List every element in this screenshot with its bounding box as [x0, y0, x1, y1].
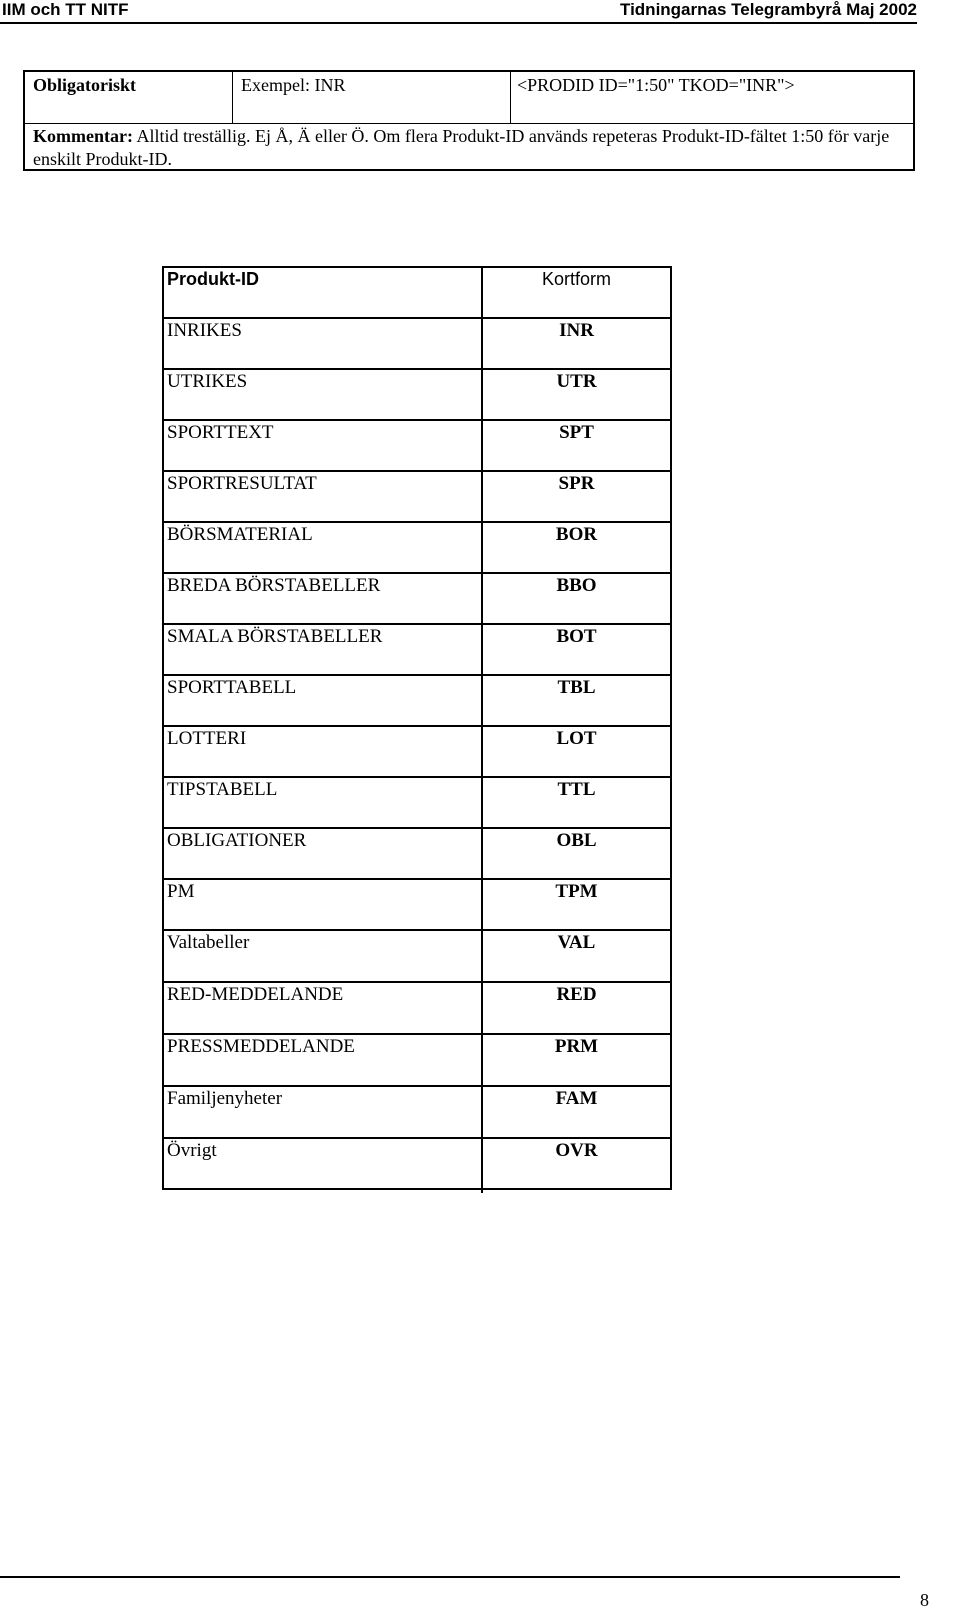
produkt-id-text: BREDA BÖRSTABELLER: [167, 575, 381, 596]
table-row: [164, 625, 670, 676]
produkt-id-cell: [164, 931, 483, 981]
kortform-cell: [483, 574, 670, 623]
header-cell-produkt-id: [164, 268, 483, 317]
kortform-text: TPM: [555, 881, 598, 902]
kortform-text: PRM: [554, 1036, 599, 1057]
produkt-id-text: UTRIKES: [167, 371, 248, 392]
produkt-id-text: TIPSTABELL: [167, 779, 278, 800]
kortform-text: BOR: [555, 524, 598, 545]
kortform-cell: [483, 676, 670, 725]
kortform-cell: [483, 421, 670, 470]
produkt-id-cell: [164, 523, 483, 572]
obligatory-row: [25, 72, 913, 124]
produkt-id-text: INRIKES: [167, 320, 242, 341]
kortform-cell: [483, 1139, 670, 1193]
produkt-id-text: SPORTRESULTAT: [167, 473, 317, 494]
produkt-id-cell: [164, 778, 483, 827]
produkt-id-cell: [164, 676, 483, 725]
produkt-id-text: PRESSMEDDELANDE: [167, 1036, 355, 1057]
table-row: [164, 676, 670, 727]
produkt-id-cell: [164, 421, 483, 470]
produkt-id-text: SPORTTABELL: [167, 677, 297, 698]
kortform-cell: [483, 778, 670, 827]
produkt-id-cell: [164, 625, 483, 674]
kortform-text: LOT: [556, 728, 597, 749]
kortform-cell: [483, 727, 670, 776]
table-row: [164, 472, 670, 523]
produkt-id-text: Familjenyheter: [167, 1088, 283, 1109]
kortform-text: SPT: [559, 422, 594, 443]
kortform-cell: [483, 319, 670, 368]
table-row: [164, 778, 670, 829]
produkt-id-cell: [164, 574, 483, 623]
footer-rule: [0, 1576, 900, 1578]
produkt-id-text: BÖRSMATERIAL: [167, 524, 313, 545]
table-row: [164, 880, 670, 931]
page-number: 8: [920, 1590, 929, 1610]
produkt-id-cell: [164, 829, 483, 878]
product-id-table: [162, 266, 672, 1190]
produkt-id-text: LOTTERI: [167, 728, 247, 749]
kortform-text: BOT: [556, 626, 597, 647]
produkt-id-cell: [164, 1035, 483, 1085]
kortform-cell: [483, 523, 670, 572]
obligatory-label-cell: [25, 72, 233, 123]
kortform-cell: [483, 829, 670, 878]
obligatory-box: [23, 70, 915, 171]
kortform-cell: [483, 983, 670, 1033]
produkt-id-cell: [164, 370, 483, 419]
header-produkt-id: Produkt-ID: [167, 269, 259, 289]
produkt-id-cell: [164, 1087, 483, 1137]
produkt-id-cell: [164, 319, 483, 368]
kortform-cell: [483, 931, 670, 981]
produkt-id-text: OBLIGATIONER: [167, 830, 307, 851]
produkt-id-text: Övrigt: [167, 1140, 217, 1161]
kortform-cell: [483, 625, 670, 674]
table-row: [164, 421, 670, 472]
kortform-cell: [483, 1035, 670, 1085]
kortform-text: TBL: [557, 677, 596, 698]
table-row: [164, 523, 670, 574]
kortform-text: OBL: [556, 830, 597, 851]
kortform-text: VAL: [557, 932, 596, 953]
table-header-row: [164, 268, 670, 319]
header-right-title: Tidningarnas Telegrambyrå Maj 2002: [620, 0, 917, 19]
header-left-title: IIM och TT NITF: [2, 0, 129, 19]
table-row: [164, 727, 670, 778]
table-row: [164, 931, 670, 983]
comment-text: Alltid treställig. Ej Å, Ä eller Ö. Om flera Produkt-ID används repeteras Produkt-ID-fältet 1:50 för varje enskilt Produkt-ID.: [33, 126, 890, 169]
comment-label: Kommentar:: [33, 126, 133, 146]
kortform-text: INR: [559, 320, 594, 341]
header-kortform: Kortform: [541, 269, 611, 289]
table-row: [164, 983, 670, 1035]
kortform-text: FAM: [555, 1088, 598, 1109]
produkt-id-text: Valtabeller: [167, 932, 250, 953]
table-row: [164, 1139, 670, 1193]
table-row: [164, 1087, 670, 1139]
produkt-id-cell: [164, 472, 483, 521]
kortform-cell: [483, 880, 670, 929]
produkt-id-cell: [164, 983, 483, 1033]
header-cell-kortform: [483, 268, 670, 317]
table-row: [164, 319, 670, 370]
produkt-id-cell: [164, 727, 483, 776]
kortform-text: UTR: [556, 371, 597, 392]
example-text: Exempel: INR: [241, 75, 346, 95]
produkt-id-cell: [164, 880, 483, 929]
table-row: [164, 1035, 670, 1087]
produkt-id-text: RED-MEDDELANDE: [167, 984, 344, 1005]
kortform-text: RED: [556, 984, 597, 1005]
page-header: [0, 0, 917, 24]
kortform-cell: [483, 370, 670, 419]
kortform-text: SPR: [558, 473, 595, 494]
kortform-cell: [483, 1087, 670, 1137]
code-cell: [511, 72, 913, 123]
kortform-text: BBO: [556, 575, 597, 596]
obligatory-label: Obligatoriskt: [33, 75, 137, 95]
comment: [33, 125, 905, 171]
table-row: [164, 370, 670, 421]
kortform-text: OVR: [555, 1140, 598, 1161]
produkt-id-text: PM: [167, 881, 195, 902]
example-cell: [233, 72, 511, 123]
produkt-id-text: SPORTTEXT: [167, 422, 274, 443]
produkt-id-text: SMALA BÖRSTABELLER: [167, 626, 383, 647]
produkt-id-cell: [164, 1139, 483, 1193]
code-text: <PRODID ID="1:50" TKOD="INR">: [517, 75, 795, 95]
table-row: [164, 829, 670, 880]
table-row: [164, 574, 670, 625]
kortform-cell: [483, 472, 670, 521]
kortform-text: TTL: [557, 779, 596, 800]
